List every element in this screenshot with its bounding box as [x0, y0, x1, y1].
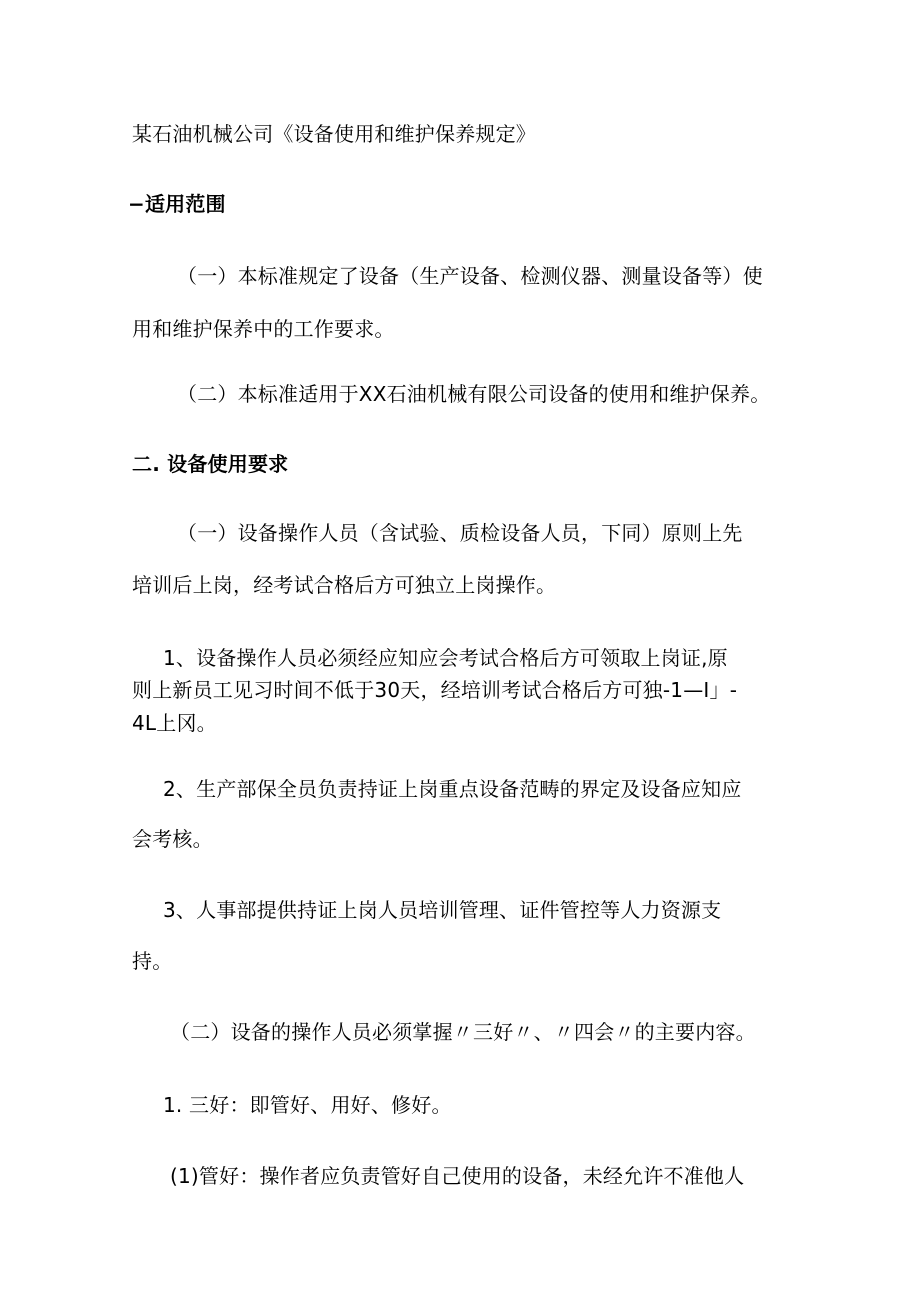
- section-heading-usage: 二. 设备使用要求: [132, 452, 289, 476]
- list-item-2-line-2: 会考核。: [132, 827, 213, 851]
- list-item-3-line-2: 持。: [132, 949, 173, 973]
- sub-item-three-good: 1. 三好：即管好、用好、修好。: [163, 1093, 452, 1117]
- paragraph-scope-1-line-2: 用和维护保养中的工作要求。: [132, 317, 395, 341]
- list-item-1-line-1: 1、设备操作人员必须经应知应会考试合格后方可领取上岗证,原: [163, 646, 728, 670]
- list-item-2-line-1: 2、生产部保全员负责持证上岗重点设备范畴的界定及设备应知应: [163, 777, 742, 801]
- document-title: 某石油机械公司《设备使用和维护保养规定》: [132, 122, 536, 146]
- sub-item-manage-well: (1)管好：操作者应负责管好自己使用的设备，未经允许不准他人: [170, 1164, 745, 1188]
- paragraph-usage-2: （二）设备的操作人员必须掌握〃三好〃、〃四会〃的主要内容。: [170, 1020, 756, 1044]
- paragraph-scope-1-line-1: （一）本标准规定了设备（生产设备、检测仪器、测量设备等）使: [177, 264, 763, 288]
- list-item-3-line-1: 3、人事部提供持证上岗人员培训管理、证件管控等人力资源支: [163, 898, 722, 922]
- section-heading-scope: −适用范围: [128, 192, 226, 216]
- list-item-1-line-2: 则上新员工见习时间不低于30天，经培训考试合格后方可独-1—I」-: [132, 678, 738, 702]
- paragraph-usage-1-line-2: 培训后上岗，经考试合格后方可独立上岗操作。: [132, 573, 557, 597]
- paragraph-scope-2: （二）本标准适用于XX石油机械有限公司设备的使用和维护保养。: [177, 382, 771, 406]
- list-item-1-line-3: 4L上冈。: [132, 711, 217, 735]
- paragraph-usage-1-line-1: （一）设备操作人员（含试验、质检设备人员，下同）原则上先: [177, 521, 743, 545]
